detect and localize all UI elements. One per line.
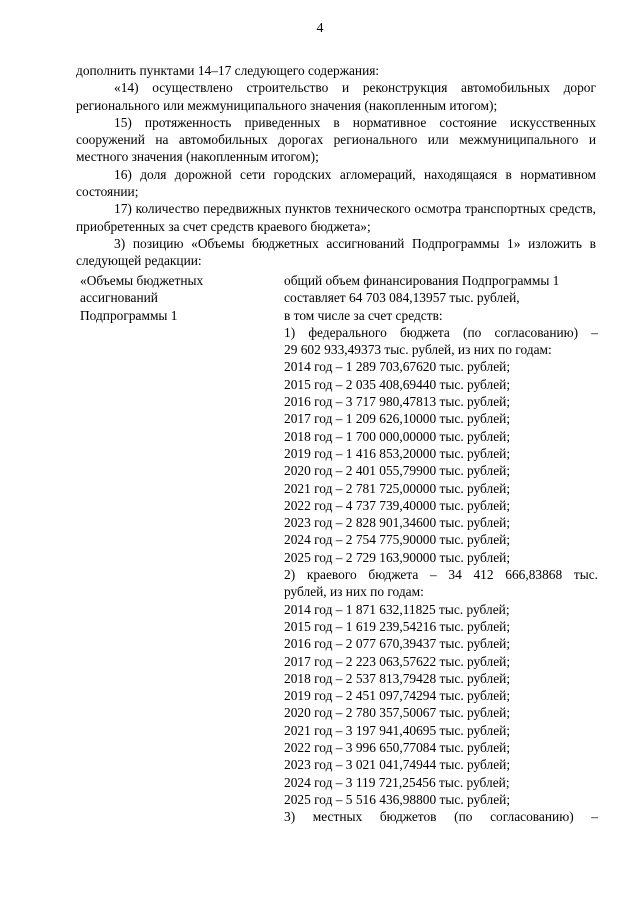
- regional-year-row: 2022 год – 3 996 650,77084 тыс. рублей;: [284, 740, 511, 756]
- federal-budget-heading: 1) федерального бюджета (по согласованию) –: [284, 324, 598, 340]
- intro-paragraph: дополнить пунктами 14–17 следующего содержания:: [76, 63, 380, 78]
- federal-year-row: 2016 год – 3 717 980,47813 тыс. рублей;: [284, 394, 511, 410]
- item-16: 16) доля дорожной сети городских агломераций, находящаяся в нормативном состоянии;: [76, 166, 596, 200]
- federal-year-row: 2017 год – 1 209 626,10000 тыс. рублей;: [284, 411, 511, 427]
- item-3-position: 3) позицию «Объемы бюджетных ассигнований Подпрограммы 1» изложить в следующей редакции:: [76, 235, 596, 269]
- federal-year-row: 2018 год – 1 700 000,00000 тыс. рублей;: [284, 428, 511, 444]
- budget-label-column: [76, 272, 260, 324]
- item-15: 15) протяженность приведенных в нормативное состояние искусственных сооружений на автомобильных дорогах регионального или межмуниципального и местного значения (накопленным итогом);: [76, 114, 596, 165]
- regional-year-row: 2014 год – 1 871 632,11825 тыс. рублей;: [284, 601, 510, 617]
- regional-budget-subheading: рублей, из них по годам:: [284, 584, 424, 600]
- local-budget-heading: 3) местных бюджетов (по согласованию) –: [284, 809, 598, 825]
- item-14: «14) осуществлено строительство и реконструкция автомобильных дорог регионального или межмуниципального значения (накопленным итогом);: [76, 80, 596, 113]
- total-financing-amount: составляет 64 703 084,13957 тыс. рублей,: [284, 290, 520, 306]
- regional-budget-heading: 2) краевого бюджета – 34 412 666,83868 тыс.: [284, 567, 598, 583]
- regional-year-row: 2024 год – 3 119 721,25456 тыс. рублей;: [284, 774, 510, 790]
- regional-year-row: 2018 год – 2 537 813,79428 тыс. рублей;: [284, 670, 511, 686]
- budget-values-column: [284, 272, 598, 826]
- regional-year-row: 2025 год – 5 516 436,98800 тыс. рублей;: [284, 791, 511, 807]
- total-financing: общий объем финансирования Подпрограммы 1: [284, 273, 560, 288]
- budget-label-line: «Объемы бюджетных: [80, 273, 204, 288]
- regional-year-row: 2020 год – 2 780 357,50067 тыс. рублей;: [284, 705, 511, 721]
- intro-text: [76, 62, 596, 270]
- federal-year-row: 2025 год – 2 729 163,90000 тыс. рублей;: [284, 549, 511, 565]
- regional-years-list: [284, 601, 598, 809]
- federal-year-row: 2014 год – 1 289 703,67620 тыс. рублей;: [284, 359, 511, 375]
- regional-year-row: 2021 год – 3 197 941,40695 тыс. рублей;: [284, 722, 511, 738]
- page-number: 4: [316, 21, 324, 36]
- federal-year-row: 2015 год – 2 035 408,69440 тыс. рублей;: [284, 376, 511, 392]
- item-17: 17) количество передвижных пунктов технического осмотра транспортных средств, приобретенных за счет средств краевого бюджета»;: [76, 201, 596, 234]
- budget-label-line: Подпрограммы 1: [80, 307, 178, 323]
- federal-year-row: 2023 год – 2 828 901,34600 тыс. рублей;: [284, 515, 511, 531]
- federal-year-row: 2024 год – 2 754 775,90000 тыс. рублей;: [284, 532, 511, 548]
- budget-label-line: ассигнований: [80, 290, 158, 306]
- regional-year-row: 2023 год – 3 021 041,74944 тыс. рублей;: [284, 757, 511, 773]
- federal-budget-amount: 29 602 933,49373 тыс. рублей, из них по годам:: [284, 342, 552, 358]
- federal-year-row: 2019 год – 1 416 853,20000 тыс. рублей;: [284, 445, 511, 461]
- regional-year-row: 2015 год – 1 619 239,54216 тыс. рублей;: [284, 618, 511, 634]
- federal-year-row: 2022 год – 4 737 739,40000 тыс. рублей;: [284, 497, 511, 513]
- federal-year-row: 2021 год – 2 781 725,00000 тыс. рублей;: [284, 480, 511, 496]
- regional-year-row: 2017 год – 2 223 063,57622 тыс. рублей;: [284, 653, 511, 669]
- federal-years-list: [284, 358, 598, 566]
- regional-year-row: 2019 год – 2 451 097,74294 тыс. рублей;: [284, 688, 511, 704]
- including-sources: в том числе за счет средств:: [284, 307, 443, 323]
- federal-year-row: 2020 год – 2 401 055,79900 тыс. рублей;: [284, 463, 511, 479]
- regional-year-row: 2016 год – 2 077 670,39437 тыс. рублей;: [284, 636, 511, 652]
